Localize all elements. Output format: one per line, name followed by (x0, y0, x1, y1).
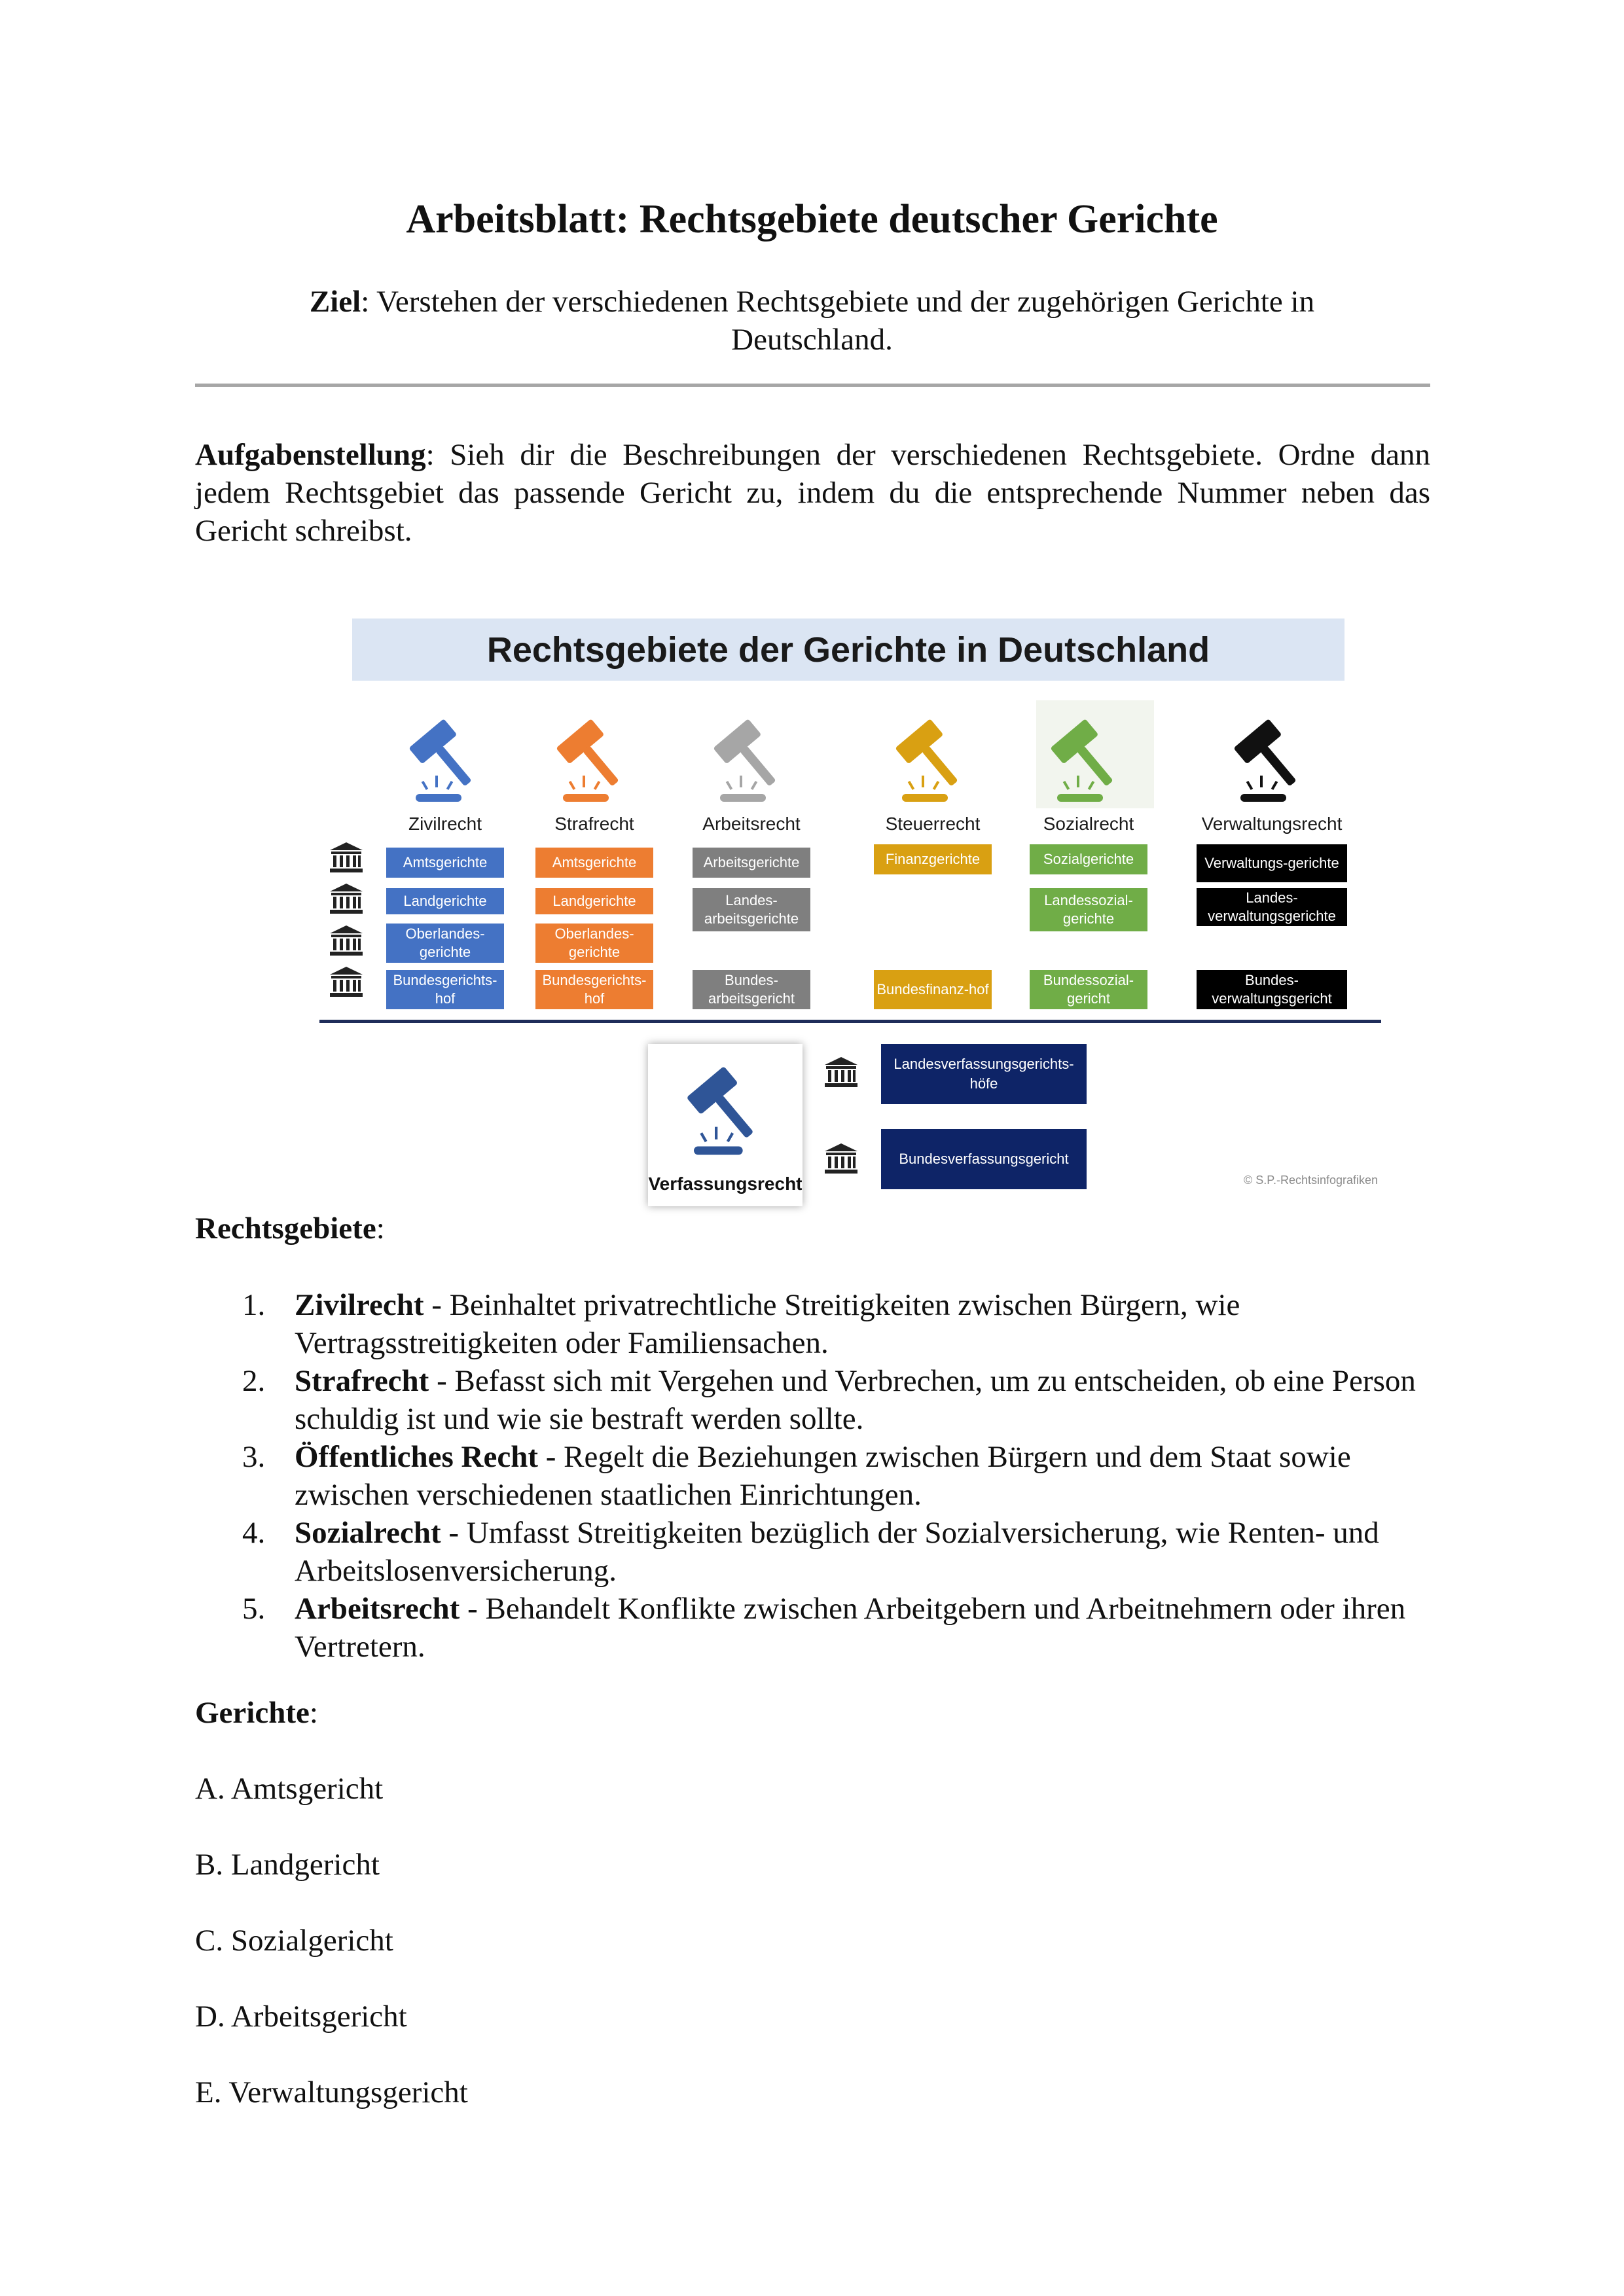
infographic-title: Rechtsgebiete der Gerichte in Deutschland (352, 619, 1344, 681)
court-option: E. Verwaltungsgericht (195, 2075, 468, 2109)
area-description: - Behandelt Konflikte zwischen Arbeitgebern und Arbeitnehmern oder ihren Vertretern. (295, 1592, 1406, 1664)
areas-heading-label: Rechtsgebiete (195, 1211, 376, 1246)
court-box: Bundessozial-gericht (1030, 970, 1147, 1009)
area-label-verwaltungsrecht: Verwaltungsrecht (1201, 814, 1343, 834)
court-building-icon (329, 924, 364, 957)
gavel-icon (1038, 710, 1136, 808)
court-building-icon (823, 1056, 859, 1088)
horizontal-divider (195, 384, 1430, 387)
court-option: A. Amtsgericht (195, 1772, 384, 1806)
court-option: B. Landgericht (195, 1848, 380, 1882)
court-option: D. Arbeitsgericht (195, 2000, 407, 2034)
list-item (195, 1514, 1430, 1590)
court-option: C. Sozialgericht (195, 1924, 393, 1958)
constitutional-card (648, 1044, 803, 1206)
court-box: Amtsgerichte (535, 848, 653, 878)
court-box: Amtsgerichte (386, 848, 504, 878)
area-name: Strafrecht (295, 1364, 429, 1398)
gavel-icon (700, 710, 799, 808)
court-box: Oberlandes-gerichte (386, 924, 504, 963)
area-description: - Befasst sich mit Vergehen und Verbrechen, um zu entscheiden, ob eine Person schuldig ist und wie sie bestraft werden sollte. (295, 1364, 1416, 1436)
list-item (195, 1362, 1430, 1438)
area-label-zivilrecht: Zivilrecht (408, 814, 482, 834)
gavel-icon (543, 710, 641, 808)
courts-heading (195, 1695, 318, 1731)
list-item (195, 1590, 1430, 1666)
gavel-icon (1221, 710, 1319, 808)
court-box: Landgerichte (535, 888, 653, 914)
constitutional-label: Verfassungsrecht (648, 1174, 803, 1194)
task-text: : Sieh dir die Beschreibungen der verschiedenen Rechtsgebiete. Ordne dann jedem Rechtsgebiet das passende Gericht zu, indem du die entsprechende Nummer neben das Gericht schreibst. (195, 438, 1430, 548)
court-box: Sozialgerichte (1030, 844, 1147, 874)
gavel-icon (396, 710, 494, 808)
court-box: Bundesfinanz-hof (874, 970, 992, 1009)
court-box: Oberlandes-gerichte (535, 924, 653, 963)
area-name: Sozialrecht (295, 1516, 441, 1550)
goal-label: Ziel (309, 285, 361, 319)
area-label-steuerrecht: Steuerrecht (885, 814, 981, 834)
court-box: Bundes-verwaltungsgericht (1197, 970, 1347, 1009)
court-box: Arbeitsgerichte (693, 848, 810, 878)
gavel-icon (673, 1057, 778, 1162)
hierarchy-baseline (319, 1020, 1381, 1023)
goal-paragraph (236, 283, 1388, 359)
list-number: 1. (242, 1288, 266, 1322)
court-box: Landes-arbeitsgerichte (693, 888, 810, 931)
area-description: - Regelt die Beziehungen zwischen Bürgern und dem Staat sowie zwischen verschiedenen staatlichen Einrichtungen. (295, 1440, 1351, 1512)
court-box: Verwaltungs-gerichte (1197, 844, 1347, 882)
task-paragraph (195, 436, 1430, 550)
area-label-strafrecht: Strafrecht (554, 814, 634, 834)
court-box: Landes-verwaltungsgerichte (1197, 888, 1347, 926)
area-name: Öffentliches Recht (295, 1440, 538, 1474)
court-box: Bundesgerichts-hof (386, 970, 504, 1009)
list-number: 5. (242, 1592, 266, 1626)
area-label-sozialrecht: Sozialrecht (1043, 814, 1134, 834)
area-description: - Umfasst Streitigkeiten bezüglich der Sozialversicherung, wie Renten- und Arbeitslosenversicherung. (295, 1516, 1379, 1588)
constitutional-court-box: Landesverfassungsgerichts-höfe (881, 1044, 1087, 1104)
areas-heading (195, 1211, 385, 1246)
list-number: 2. (242, 1364, 266, 1398)
court-box: Landgerichte (386, 888, 504, 914)
page-title: Arbeitsblatt: Rechtsgebiete deutscher Gerichte (406, 197, 1218, 242)
gavel-icon (882, 710, 981, 808)
list-number: 4. (242, 1516, 266, 1550)
court-building-icon (329, 882, 364, 915)
list-item (195, 1286, 1430, 1362)
area-label-arbeitsrecht: Arbeitsrecht (702, 814, 801, 834)
court-building-icon (823, 1142, 859, 1175)
list-number: 3. (242, 1440, 266, 1474)
copyright-note: © S.P.-Rechtsinfografiken (1244, 1174, 1379, 1187)
areas-list (195, 1286, 1430, 1666)
list-item (195, 1438, 1430, 1514)
task-label: Aufgabenstellung (195, 438, 426, 472)
court-box: Landessozial-gerichte (1030, 888, 1147, 931)
courts-heading-suffix: : (309, 1696, 318, 1730)
court-building-icon (329, 841, 364, 874)
constitutional-court-box: Bundesverfassungsgericht (881, 1129, 1087, 1189)
areas-heading-suffix: : (376, 1211, 385, 1246)
court-box: Bundesgerichts-hof (535, 970, 653, 1009)
area-name: Zivilrecht (295, 1288, 424, 1322)
court-box: Bundes-arbeitsgericht (693, 970, 810, 1009)
area-name: Arbeitsrecht (295, 1592, 460, 1626)
court-infographic (314, 619, 1427, 1208)
goal-text: : Verstehen der verschiedenen Rechtsgebiete und der zugehörigen Gerichte in Deutschland. (361, 285, 1315, 357)
court-box: Finanzgerichte (874, 844, 992, 874)
court-building-icon (329, 965, 364, 998)
area-description: - Beinhaltet privatrechtliche Streitigkeiten zwischen Bürgern, wie Vertragsstreitigkeiten oder Familiensachen. (295, 1288, 1240, 1360)
courts-heading-label: Gerichte (195, 1696, 310, 1730)
